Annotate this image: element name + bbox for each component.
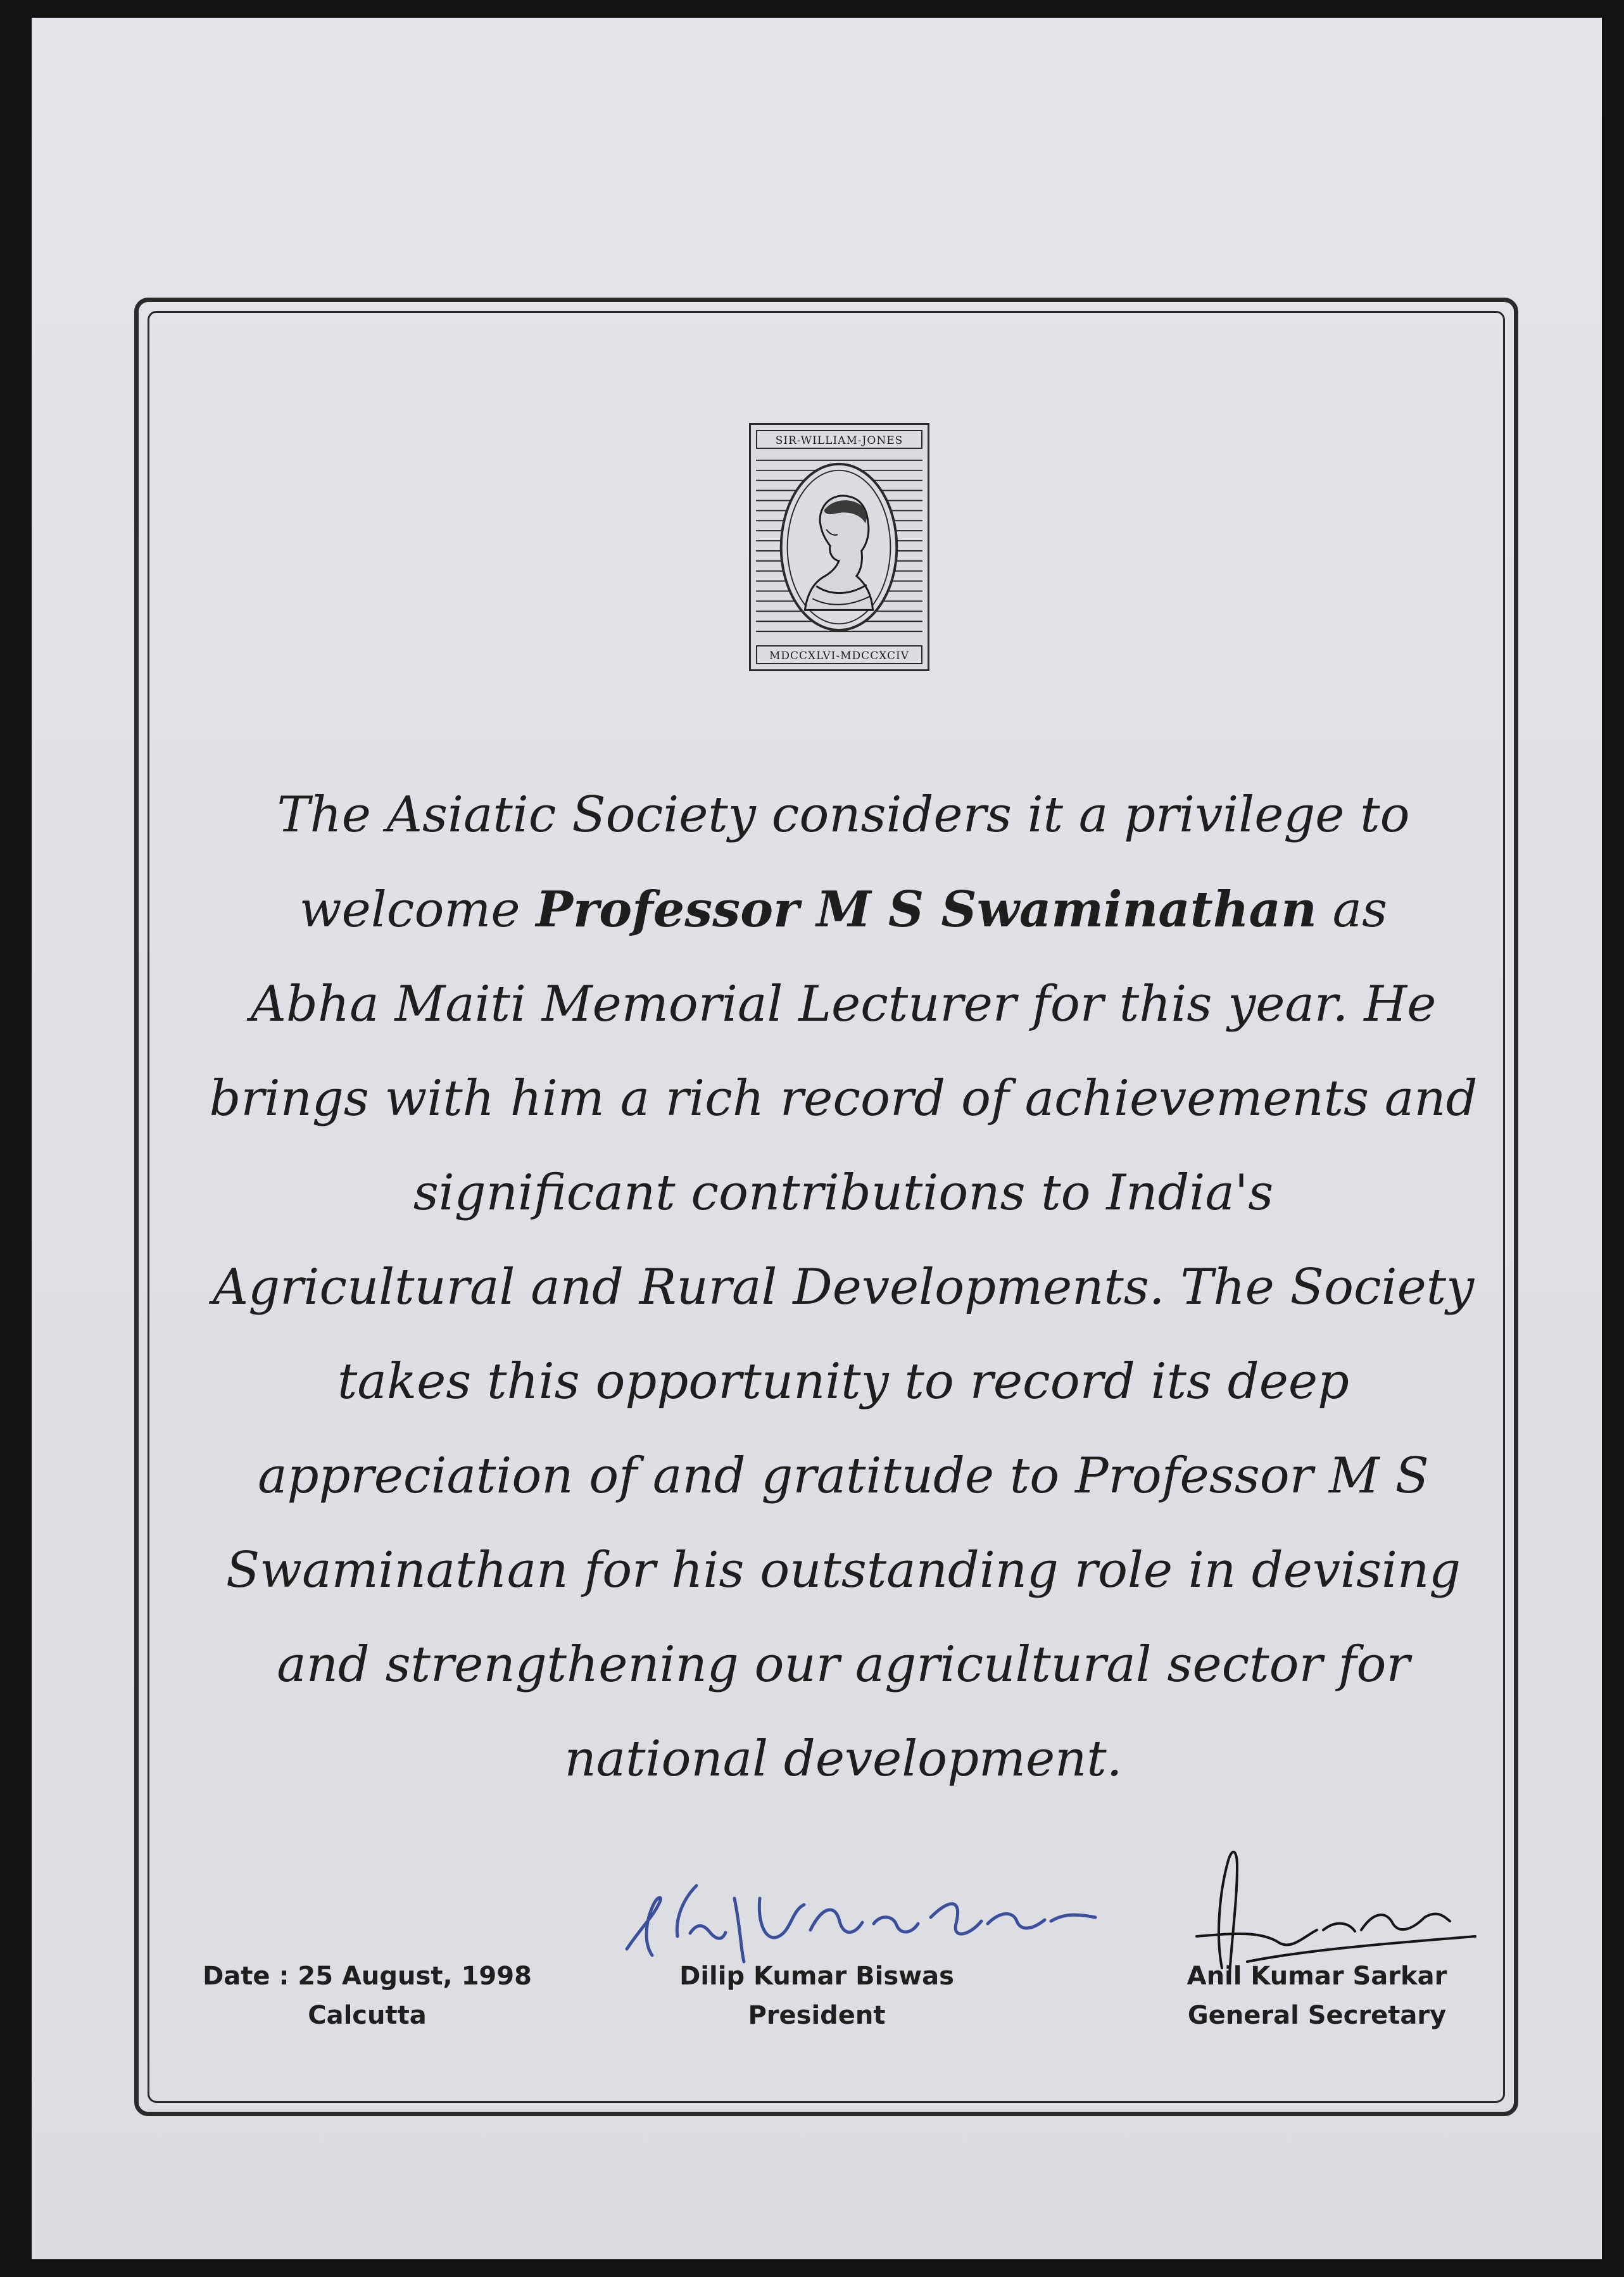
date-block [203, 1957, 532, 2035]
president-title: President [748, 2001, 886, 2030]
issue-date: Date : 25 August, 1998 [203, 1962, 532, 1991]
citation-text [198, 768, 1489, 1807]
secretary-block [1159, 1957, 1475, 2035]
emblem-bottom-text: MDCCXLVI-MDCCXCIV [756, 645, 922, 664]
portrait-medallion-icon [756, 453, 922, 641]
citation-line: significant contributions to India's [413, 1164, 1274, 1221]
citation-line: national development. [564, 1731, 1123, 1788]
secretary-title: General Secretary [1187, 2001, 1447, 2030]
citation-line: brings with him a rich record of achievements and [209, 1070, 1478, 1127]
issue-place: Calcutta [308, 2001, 427, 2030]
citation-line: takes this opportunity to record its deep [337, 1353, 1349, 1410]
citation-line: appreciation of and gratitude to Professor M S [258, 1448, 1429, 1504]
president-name: Dilip Kumar Biswas [679, 1962, 954, 1991]
society-emblem [749, 423, 929, 671]
certificate-paper [32, 18, 1602, 2259]
citation-fragment: as [1316, 881, 1388, 938]
honoree-name: Professor M S Swaminathan [536, 881, 1317, 938]
citation-line: and strengthening our agricultural sector for [277, 1636, 1410, 1693]
emblem-top-text: SIR-WILLIAM-JONES [756, 430, 922, 449]
citation-line: Agricultural and Rural Developments. The Society [212, 1259, 1475, 1316]
president-block [639, 1957, 994, 2035]
citation-line: The Asiatic Society considers it a privilege to [277, 786, 1410, 843]
citation-fragment: welcome [299, 881, 536, 938]
citation-line: Abha Maiti Memorial Lecturer for this year. He [250, 976, 1437, 1033]
citation-line [198, 862, 1489, 957]
citation-line: Swaminathan for his outstanding role in devising [225, 1542, 1461, 1599]
secretary-name: Anil Kumar Sarkar [1187, 1962, 1447, 1991]
